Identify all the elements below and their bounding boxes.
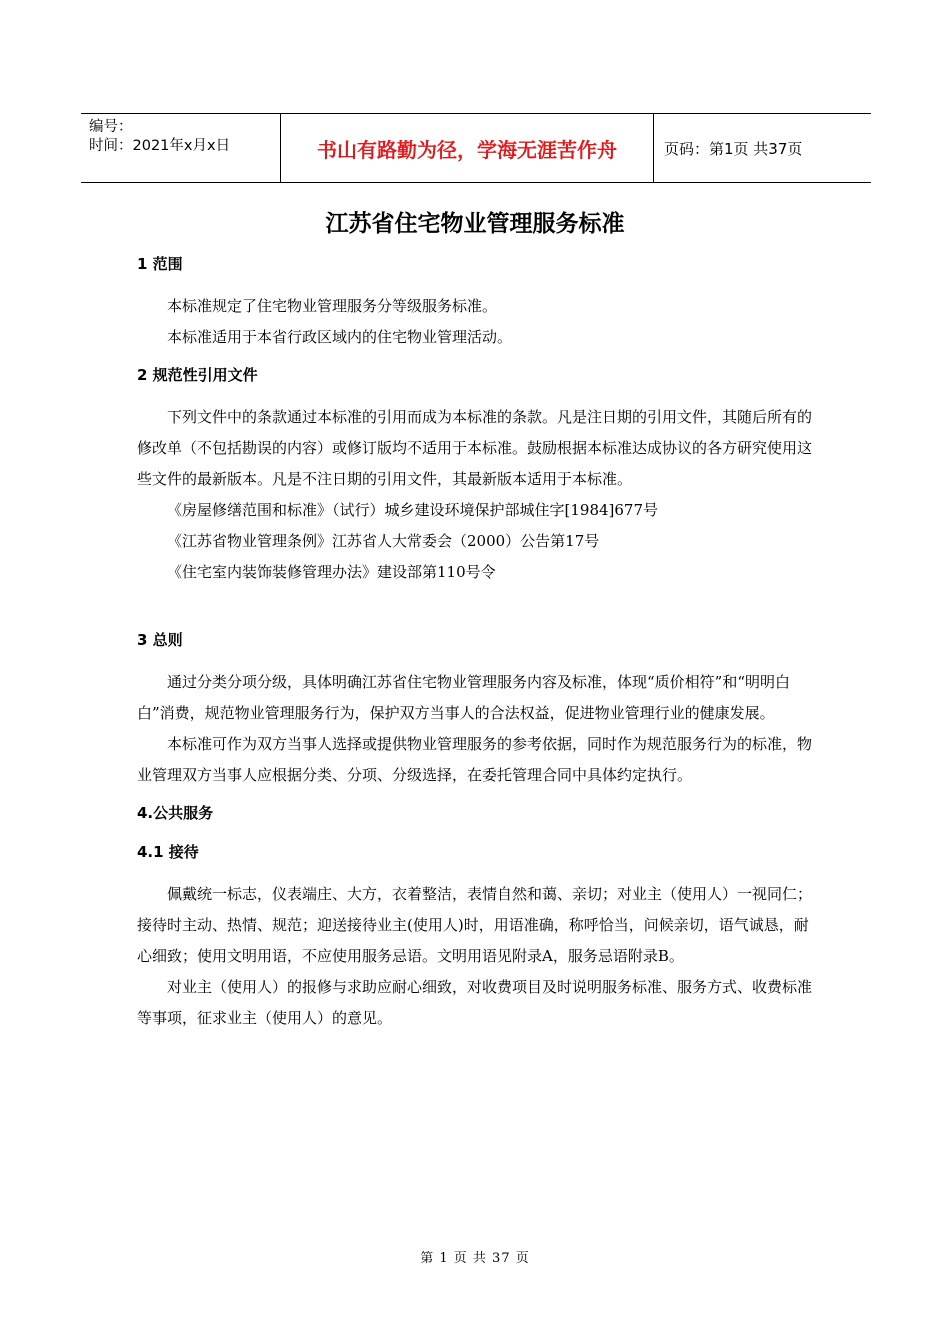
- section-4-1-paragraph-2: 对业主（使用人）的报修与求助应耐心细致，对收费项目及时说明服务标准、服务方式、收费标准等事项，征求业主（使用人）的意见。: [137, 978, 813, 1027]
- header-page-code: 页码：第1页 共37页: [664, 139, 803, 158]
- section-3-heading: 3 总则: [137, 631, 183, 649]
- section-3-paragraph-1: 通过分类分项分级，具体明确江苏省住宅物业管理服务内容及标准，体现“质价相符”和“明明白白”消费，规范物业管理服务行为，保护双方当事人的合法权益，促进物业管理行业的健康发展。: [137, 673, 791, 722]
- section-2-paragraph-1: 下列文件中的条款通过本标准的引用而成为本标准的条款。凡是注日期的引用文件，其随后所有的修改单（不包括勘误的内容）或修订版均不适用于本标准。鼓励根据本标准达成协议的各方研究使用这些文件的最新版本。凡是不注日期的引用文件，其最新版本适用于本标准。: [137, 408, 813, 488]
- section-4-heading: 4.公共服务: [137, 804, 214, 822]
- document-title: 江苏省住宅物业管理服务标准: [325, 211, 625, 237]
- time-label: 时间：2021年x月x日: [89, 138, 231, 154]
- section-4-1-paragraph-1: 佩戴统一标志，仪表端庄、大方，衣着整洁，表情自然和蔼、亲切；对业主（使用人）一视同仁；接待时主动、热情、规范；迎送接待业主(使用人)时，用语准确，称呼恰当，问候亲切，语气诚恳，耐心细致；使用文明用语，不应使用服务忌语。文明用语见附录A，服务忌语附录B。: [137, 885, 813, 965]
- section-4-1-heading: 4.1 接待: [137, 843, 199, 861]
- reference-2: 《江苏省物业管理条例》江苏省人大常委会（2000）公告第17号: [167, 532, 600, 550]
- reference-3: 《住宅室内装饰装修管理办法》建设部第110号令: [167, 563, 496, 581]
- section-2-heading: 2 规范性引用文件: [137, 366, 258, 384]
- document-header: [81, 113, 871, 183]
- number-label: 编号：: [89, 119, 133, 135]
- section-1-paragraph-1: 本标准规定了住宅物业管理服务分等级服务标准。: [167, 297, 498, 315]
- section-3-paragraph-2: 本标准可作为双方当事人选择或提供物业管理服务的参考依据，同时作为规范服务行为的标准，物业管理双方当事人应根据分类、分项、分级选择，在委托管理合同中具体约定执行。: [137, 735, 813, 784]
- section-1-paragraph-2: 本标准适用于本省行政区域内的住宅物业管理活动。: [167, 328, 513, 346]
- section-1-heading: 1 范围: [137, 255, 183, 273]
- header-motto: 书山有路勤为径，学海无涯苦作舟: [281, 114, 654, 182]
- page-footer: 第 1 页 共 37 页: [420, 1251, 530, 1266]
- reference-1: 《房屋修缮范围和标准》（试行）城乡建设环境保护部城住字[1984]677号: [167, 501, 659, 519]
- document-body: [137, 250, 815, 1034]
- header-meta: [81, 114, 281, 182]
